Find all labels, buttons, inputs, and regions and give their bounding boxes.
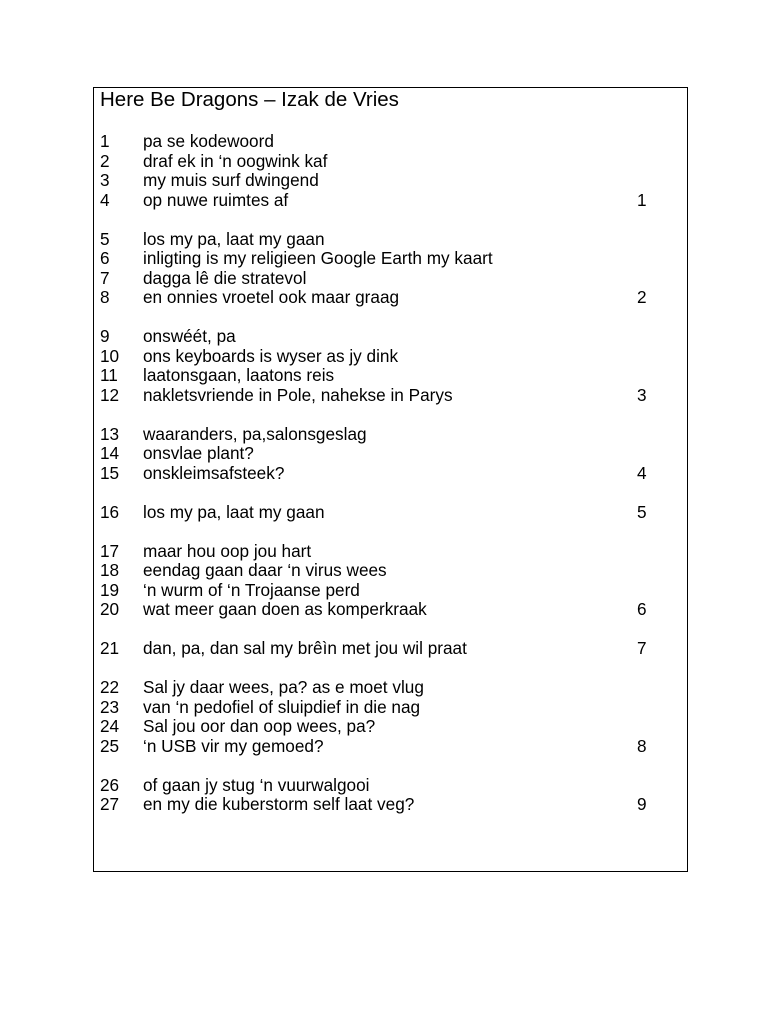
line-text: wat meer gaan doen as komperkraak bbox=[143, 599, 427, 619]
poem-line bbox=[100, 698, 660, 718]
poem-line bbox=[100, 132, 660, 152]
line-text: eendag gaan daar ‘n virus wees bbox=[143, 560, 387, 580]
line-number: 10 bbox=[100, 345, 120, 366]
poem-line bbox=[100, 737, 660, 757]
stanza-number: 2 bbox=[637, 287, 647, 307]
line-number: 11 bbox=[100, 365, 118, 385]
stanza bbox=[100, 425, 660, 484]
poem-body bbox=[100, 132, 660, 834]
poem-line bbox=[100, 347, 660, 367]
poem-line bbox=[100, 776, 660, 796]
line-text: onskleimsafsteek? bbox=[143, 462, 285, 483]
line-number: 12 bbox=[100, 384, 120, 405]
line-number: 25 bbox=[100, 735, 120, 756]
line-number: 8 bbox=[100, 287, 110, 307]
poem-line bbox=[100, 191, 660, 211]
line-text: dagga lê die stratevol bbox=[143, 267, 307, 288]
poem-line bbox=[100, 561, 660, 581]
stanza bbox=[100, 327, 660, 405]
stanza bbox=[100, 542, 660, 620]
line-number: 18 bbox=[100, 560, 120, 580]
line-number: 1 bbox=[100, 131, 110, 151]
poem-line bbox=[100, 542, 660, 562]
line-number: 14 bbox=[100, 443, 120, 463]
poem-line bbox=[100, 366, 660, 386]
line-text: draf ek in ‘n oogwink kaf bbox=[143, 150, 328, 171]
line-number: 26 bbox=[100, 774, 120, 795]
poem-line bbox=[100, 444, 660, 464]
poem-line bbox=[100, 425, 660, 445]
stanza-number: 4 bbox=[637, 462, 647, 483]
line-number: 3 bbox=[100, 170, 110, 190]
line-text: Sal jou oor dan oop wees, pa? bbox=[143, 716, 376, 736]
poem-title: Here Be Dragons – Izak de Vries bbox=[100, 88, 399, 111]
poem-line bbox=[100, 386, 660, 406]
line-text: nakletsvriende in Pole, nahekse in Parys bbox=[143, 384, 453, 405]
poem-line bbox=[100, 464, 660, 484]
stanza bbox=[100, 776, 660, 815]
line-text: onsvlae plant? bbox=[143, 443, 254, 463]
stanza bbox=[100, 678, 660, 756]
line-text: ons keyboards is wyser as jy dink bbox=[143, 345, 399, 366]
line-number: 13 bbox=[100, 423, 120, 444]
line-number: 2 bbox=[100, 150, 110, 171]
stanza-number: 8 bbox=[637, 735, 647, 756]
line-number: 24 bbox=[100, 716, 120, 736]
line-number: 16 bbox=[100, 501, 120, 522]
line-number: 21 bbox=[100, 638, 120, 658]
line-text: onswéét, pa bbox=[143, 326, 236, 346]
stanza-number: 9 bbox=[637, 794, 647, 814]
stanza-number: 1 bbox=[637, 189, 647, 210]
line-text: ‘n wurm of ‘n Trojaanse perd bbox=[143, 579, 360, 600]
stanza bbox=[100, 503, 660, 523]
line-number: 7 bbox=[100, 267, 110, 288]
poem-line bbox=[100, 152, 660, 172]
line-number: 17 bbox=[100, 540, 120, 561]
line-text: Sal jy daar wees, pa? as e moet vlug bbox=[143, 677, 424, 697]
line-number: 5 bbox=[100, 228, 110, 249]
poem-line bbox=[100, 795, 660, 815]
line-number: 22 bbox=[100, 677, 120, 697]
line-text: dan, pa, dan sal my brêìn met jou wil praat bbox=[143, 638, 467, 658]
line-text: van ‘n pedofiel of sluipdief in die nag bbox=[143, 696, 421, 717]
line-text: pa se kodewoord bbox=[143, 131, 274, 151]
line-text: los my pa, laat my gaan bbox=[143, 501, 325, 522]
poem-line bbox=[100, 269, 660, 289]
line-text: inligting is my religieen Google Earth my kaart bbox=[143, 248, 493, 268]
stanza-number: 7 bbox=[637, 638, 647, 658]
line-text: my muis surf dwingend bbox=[143, 170, 319, 190]
line-text: of gaan jy stug ‘n vuurwalgooi bbox=[143, 774, 370, 795]
stanza bbox=[100, 230, 660, 308]
poem-line bbox=[100, 503, 660, 523]
poem-line bbox=[100, 639, 660, 659]
stanza bbox=[100, 639, 660, 659]
line-text: los my pa, laat my gaan bbox=[143, 228, 325, 249]
line-text: waaranders, pa,salonsgeslag bbox=[143, 423, 367, 444]
poem-line bbox=[100, 717, 660, 737]
poem-line bbox=[100, 327, 660, 347]
poem-line bbox=[100, 288, 660, 308]
line-number: 20 bbox=[100, 599, 120, 619]
stanza-number: 6 bbox=[637, 599, 647, 619]
line-text: en onnies vroetel ook maar graag bbox=[143, 287, 400, 307]
line-number: 15 bbox=[100, 462, 120, 483]
line-text: op nuwe ruimtes af bbox=[143, 189, 289, 210]
line-number: 6 bbox=[100, 248, 110, 268]
line-number: 23 bbox=[100, 696, 120, 717]
line-number: 9 bbox=[100, 326, 110, 346]
line-text: laatonsgaan, laatons reis bbox=[143, 365, 335, 385]
line-text: en my die kuberstorm self laat veg? bbox=[143, 794, 415, 814]
stanza bbox=[100, 132, 660, 210]
poem-line bbox=[100, 678, 660, 698]
line-text: maar hou oop jou hart bbox=[143, 540, 312, 561]
line-number: 4 bbox=[100, 189, 110, 210]
line-number: 19 bbox=[100, 579, 120, 600]
stanza-number: 5 bbox=[637, 501, 647, 522]
poem-line bbox=[100, 171, 660, 191]
stanza-number: 3 bbox=[637, 384, 647, 405]
poem-line bbox=[100, 581, 660, 601]
poem-line bbox=[100, 230, 660, 250]
line-text: ‘n USB vir my gemoed? bbox=[143, 735, 324, 756]
poem-line bbox=[100, 249, 660, 269]
poem-line bbox=[100, 600, 660, 620]
line-number: 27 bbox=[100, 794, 120, 814]
